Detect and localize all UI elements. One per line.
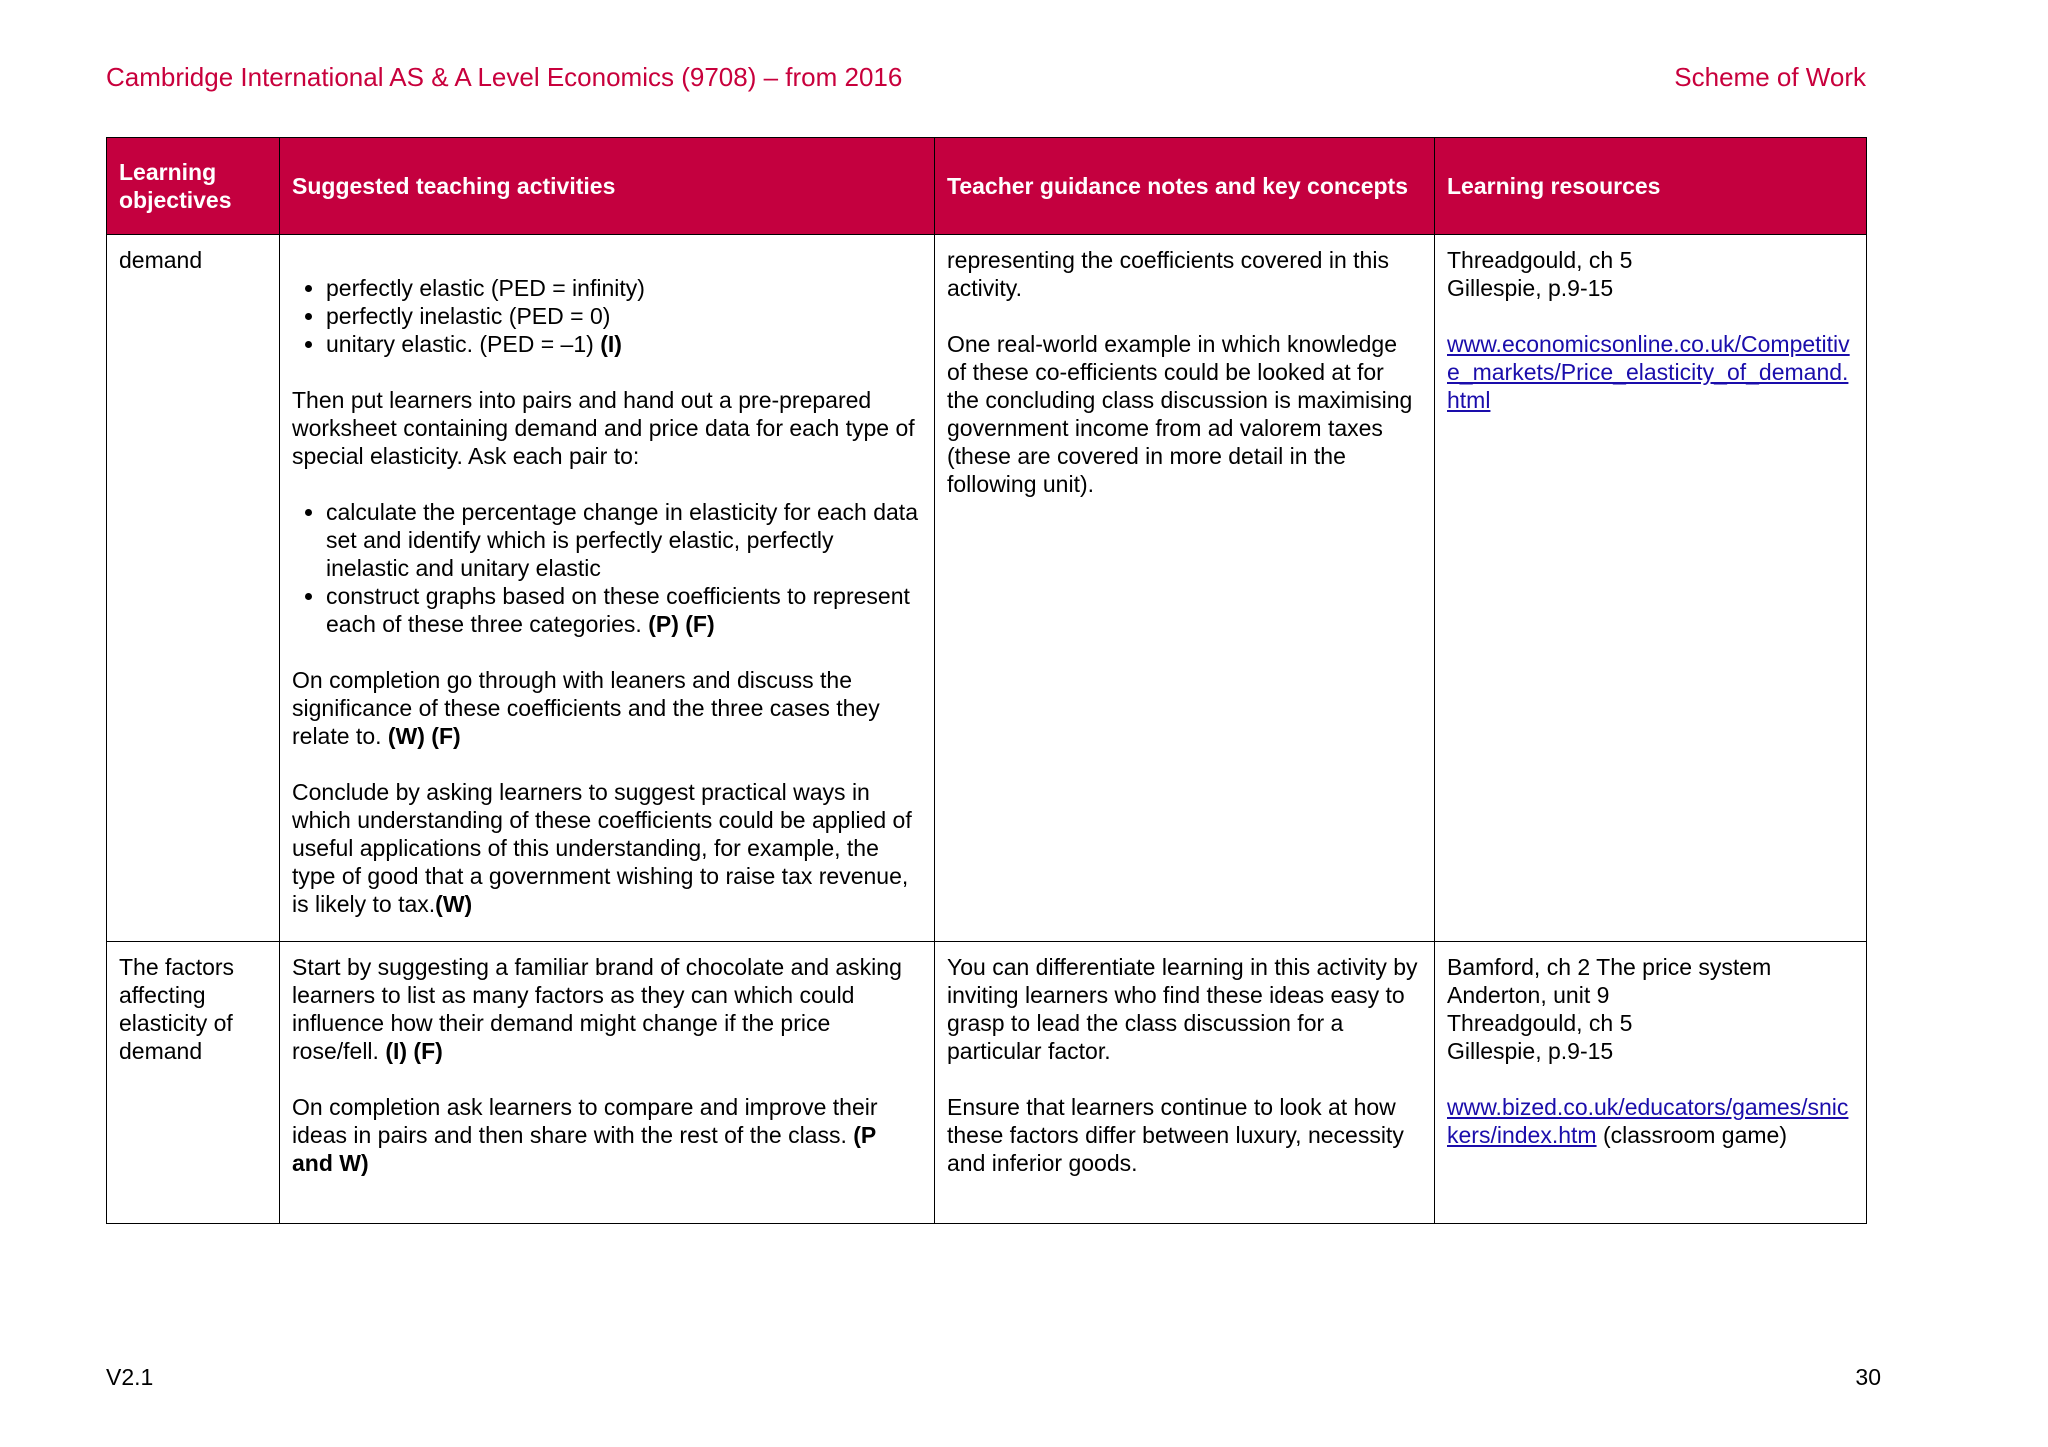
activity-paragraph-text: On completion go through with leaners and discuss the significance of these coefficients and the three cases they relate to.: [292, 667, 880, 749]
activity-paragraph-text: On completion ask learners to compare and improve their ideas in pairs and then share with the rest of the class.: [292, 1094, 878, 1148]
page-number: 30: [1855, 1364, 1881, 1390]
activity-paragraph: Then put learners into pairs and hand out a pre-prepared worksheet containing demand and price data for each type of special elasticity. Ask each pair to:: [292, 387, 915, 469]
activity-tag: (W): [435, 891, 473, 917]
resource-item: Bamford, ch 2 The price system: [1447, 954, 1772, 980]
guidance-cell: [935, 235, 1435, 942]
activities-cell: [280, 942, 935, 1224]
resource-link-line: [1447, 1093, 1854, 1149]
resource-item: Gillespie, p.9-15: [1447, 275, 1614, 301]
objective-cell: [107, 942, 280, 1224]
column-header-objectives: Learning objectives: [107, 138, 280, 235]
guidance-paragraph: You can differentiate learning in this activity by inviting learners who find these ideas easy to grasp to lead the class discussion for a particular factor.: [947, 954, 1418, 1064]
list-item: • perfectly inelastic (PED = 0): [326, 302, 922, 330]
resource-link[interactable]: www.bized.co.uk/educators/games/snickers/index.htm: [1447, 1094, 1849, 1148]
resource-item: Gillespie, p.9-15: [1447, 1038, 1614, 1064]
resource-link-line: [1447, 330, 1854, 414]
guidance-paragraph: Ensure that learners continue to look at how these factors differ between luxury, necessity and inferior goods.: [947, 1094, 1404, 1176]
activity-paragraph: [292, 1093, 922, 1177]
guidance-cell: [935, 942, 1435, 1224]
bullet-list: [292, 274, 922, 358]
list-item: [326, 330, 922, 358]
table-row: [107, 942, 1867, 1224]
activity-tag: (I) (F): [385, 1038, 443, 1064]
list-item: • calculate the percentage change in elasticity for each data set and identify which is perfectly elastic, perfectly inelastic and unitary elastic: [326, 498, 922, 582]
document-title: Cambridge International AS & A Level Economics (9708) – from 2016: [106, 62, 903, 92]
activity-paragraph-text: Conclude by asking learners to suggest practical ways in which understanding of these coefficients could be applied of useful applications of this understanding, for example, the type of good that a government wishing to raise tax revenue, is likely to tax.: [292, 779, 912, 917]
activity-tag: (P and W): [292, 1122, 876, 1176]
scheme-of-work-table: [106, 137, 1867, 1224]
resource-link[interactable]: www.economicsonline.co.uk/Competitive_markets/Price_elasticity_of_demand.html: [1447, 331, 1850, 413]
bullet-list: [292, 498, 922, 638]
resource-item: Anderton, unit 9: [1447, 982, 1610, 1008]
guidance-paragraph: representing the coefficients covered in this activity.: [947, 247, 1389, 301]
list-item: [326, 582, 922, 638]
list-item-text: construct graphs based on these coefficients to represent each of these three categories.: [326, 583, 910, 637]
resource-link-note: (classroom game): [1602, 1122, 1787, 1148]
resources-cell: [1435, 235, 1867, 942]
resources-cell: [1435, 942, 1867, 1224]
table-row: [107, 235, 1867, 942]
activity-paragraph: [292, 953, 922, 1065]
list-item: • perfectly elastic (PED = infinity): [326, 274, 922, 302]
activity-tag: (I): [600, 331, 622, 357]
activity-paragraph-text: Start by suggesting a familiar brand of chocolate and asking learners to list as many factors as they can which could influence how their demand might change if the price rose/fell.: [292, 954, 902, 1064]
activity-paragraph: [292, 778, 922, 918]
column-header-guidance: Teacher guidance notes and key concepts: [935, 138, 1435, 235]
resource-item: Threadgould, ch 5: [1447, 1010, 1633, 1036]
objective-cell: [107, 235, 280, 942]
document-subtitle: Scheme of Work: [1674, 62, 1866, 92]
list-item-text: unitary elastic. (PED = –1): [326, 331, 594, 357]
column-header-activities: Suggested teaching activities: [280, 138, 935, 235]
version-label: V2.1: [106, 1364, 154, 1390]
objective-text: demand: [119, 247, 203, 273]
guidance-paragraph: One real-world example in which knowledge of these co-efficients could be looked at for the concluding class discussion is maximising government income from ad valorem taxes (these are covered in more detail in the following unit).: [947, 331, 1413, 497]
table-header-row: [107, 138, 1867, 235]
activity-tag: (W) (F): [387, 723, 461, 749]
activity-tag: (P) (F): [648, 611, 715, 637]
resource-item: Threadgould, ch 5: [1447, 247, 1633, 273]
activities-cell: [280, 235, 935, 942]
column-header-resources: Learning resources: [1435, 138, 1867, 235]
objective-text: The factors affecting elasticity of demand: [119, 954, 235, 1064]
activity-paragraph: [292, 666, 922, 750]
